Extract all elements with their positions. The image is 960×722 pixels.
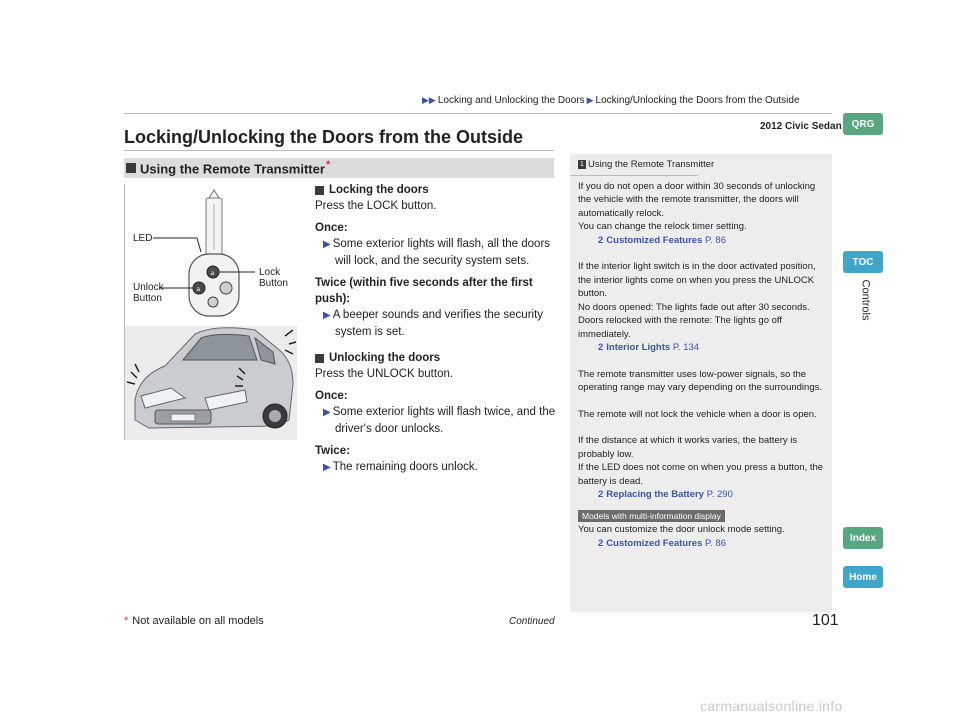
note-heading (578, 158, 824, 172)
breadcrumb-link-locking[interactable]: Locking and Unlocking the Doors (437, 95, 585, 106)
chapter-label-text: Controls (859, 279, 871, 321)
watermark: carmanualsonline.info (700, 698, 843, 714)
tab-home[interactable]: Home (843, 566, 883, 588)
svg-text:a: a (210, 270, 215, 277)
main-body (315, 182, 560, 476)
page-ref-icon: 2 (598, 489, 604, 500)
ref-page: P. 86 (705, 537, 726, 549)
note-p4: The remote will not lock the vehicle when a door is open. (578, 408, 817, 420)
side-note (570, 154, 832, 612)
locking-heading-text: Locking the doors (329, 184, 429, 196)
svg-text:a: a (196, 286, 201, 293)
title-rule (124, 150, 554, 151)
note-heading-text: Using the Remote Transmitter (588, 159, 715, 170)
ref-title: Customized Features (606, 234, 703, 246)
note-p5b: If the LED does not come on when you press a button, the battery is dead. (578, 462, 824, 487)
note-p2: If the interior light switch is in the door activated position, the interior lights come on when you press the UNLOCK button. (578, 261, 816, 299)
note-ref-customized-2[interactable] (578, 537, 824, 551)
unlocking-twice-text-content: The remaining doors unlock. (332, 461, 478, 473)
ref-page: P. 86 (705, 234, 726, 246)
result-arrow-icon: ▶ (323, 310, 331, 321)
footnote (124, 615, 264, 627)
continued-label: Continued (509, 616, 555, 627)
unlocking-twice-text (315, 459, 560, 476)
header-rule (124, 113, 832, 114)
section-title-text: Using the Remote Transmitter (140, 161, 325, 177)
footnote-text: Not available on all models (132, 615, 264, 627)
chapter-label (855, 275, 875, 325)
section-title (140, 159, 330, 176)
model-badge: Models with multi-information display (578, 510, 725, 522)
result-arrow-icon: ▶ (323, 407, 331, 418)
breadcrumb-arrow-icon: ▶ (586, 95, 594, 105)
note-p6: You can customize the door unlock mode setting. (578, 524, 785, 535)
unlocking-heading-text: Unlocking the doors (329, 352, 441, 364)
locking-intro: Press the LOCK button. (315, 200, 437, 212)
ref-title: Replacing the Battery (606, 489, 704, 500)
page-title: Locking/Unlocking the Doors from the Outside (124, 127, 524, 147)
led-label: LED (133, 233, 153, 244)
footnote-star: * (124, 615, 129, 627)
unlocking-once-label: Once: (315, 390, 348, 402)
unlocking-once-text (315, 404, 560, 437)
note-p1b: You can change the relock timer setting. (578, 221, 747, 232)
square-bullet-icon (315, 186, 324, 195)
square-bullet-icon (315, 354, 324, 363)
ref-title: Customized Features (606, 537, 703, 549)
locking-once-text (315, 236, 560, 269)
result-arrow-icon: ▶ (323, 462, 331, 473)
note-ref-interior-lights[interactable] (578, 341, 824, 355)
page-number: 101 (812, 612, 839, 629)
ref-title: Interior Lights (606, 342, 671, 353)
note-p1: If you do not open a door within 30 seconds of unlocking the vehicle with the remote transmitter, the doors will automatically relock. (578, 180, 816, 219)
locking-once-label: Once: (315, 222, 348, 234)
note-ref-customized-1[interactable] (578, 234, 824, 248)
model-name: 2012 Civic Sedan (760, 121, 842, 132)
page-ref-icon: 2 (598, 234, 604, 246)
section-square-icon (126, 163, 136, 173)
unlocking-intro: Press the UNLOCK button. (315, 368, 454, 380)
unlocking-heading (315, 350, 560, 366)
breadcrumb (420, 95, 800, 106)
locking-heading (315, 182, 560, 198)
locking-twice-text (315, 307, 560, 340)
tab-toc[interactable]: TOC (843, 251, 883, 273)
section-header (124, 158, 554, 178)
locking-twice-label: Twice (within five seconds after the first push): (315, 277, 533, 305)
note-number: 1 (578, 160, 586, 169)
note-rule (570, 175, 698, 176)
note-p3: The remote transmitter uses low-power signals, so the operating range may vary depending on the surroundings. (578, 368, 822, 393)
section-footnote-star[interactable]: * (325, 159, 331, 172)
note-p2b: No doors opened: The lights fade out after 30 seconds. (578, 301, 810, 313)
remote-car-image (125, 184, 297, 440)
unlocking-twice-label: Twice: (315, 445, 350, 457)
lock-button-label: Lock Button (259, 267, 288, 289)
breadcrumb-link-outside[interactable]: Locking/Unlocking the Doors from the Outside (595, 95, 800, 106)
unlock-button-label: Unlock Button (133, 282, 164, 304)
note-ref-battery[interactable] (578, 488, 824, 502)
remote-illustration (124, 184, 296, 440)
tab-index[interactable]: Index (843, 527, 883, 549)
locking-once-text-content: Some exterior lights will flash, all the doors will lock, and the security system sets. (332, 238, 551, 267)
locking-twice-text-content: A beeper sounds and verifies the security system is set. (332, 309, 544, 338)
ref-page: P. 134 (672, 342, 700, 353)
ref-page: P. 290 (706, 489, 733, 500)
breadcrumb-arrow-icon: ▶▶ (422, 95, 436, 105)
note-p5: If the distance at which it works varies, the battery is probably low. (578, 435, 798, 460)
tab-qrg[interactable]: QRG (843, 113, 883, 135)
page-ref-icon: 2 (598, 342, 604, 353)
note-p2c: Doors relocked with the remote: The lights go off immediately. (578, 315, 783, 340)
page-ref-icon: 2 (598, 537, 604, 549)
result-arrow-icon: ▶ (323, 239, 331, 250)
unlocking-once-text-content: Some exterior lights will flash twice, and the driver's door unlocks. (332, 406, 556, 435)
